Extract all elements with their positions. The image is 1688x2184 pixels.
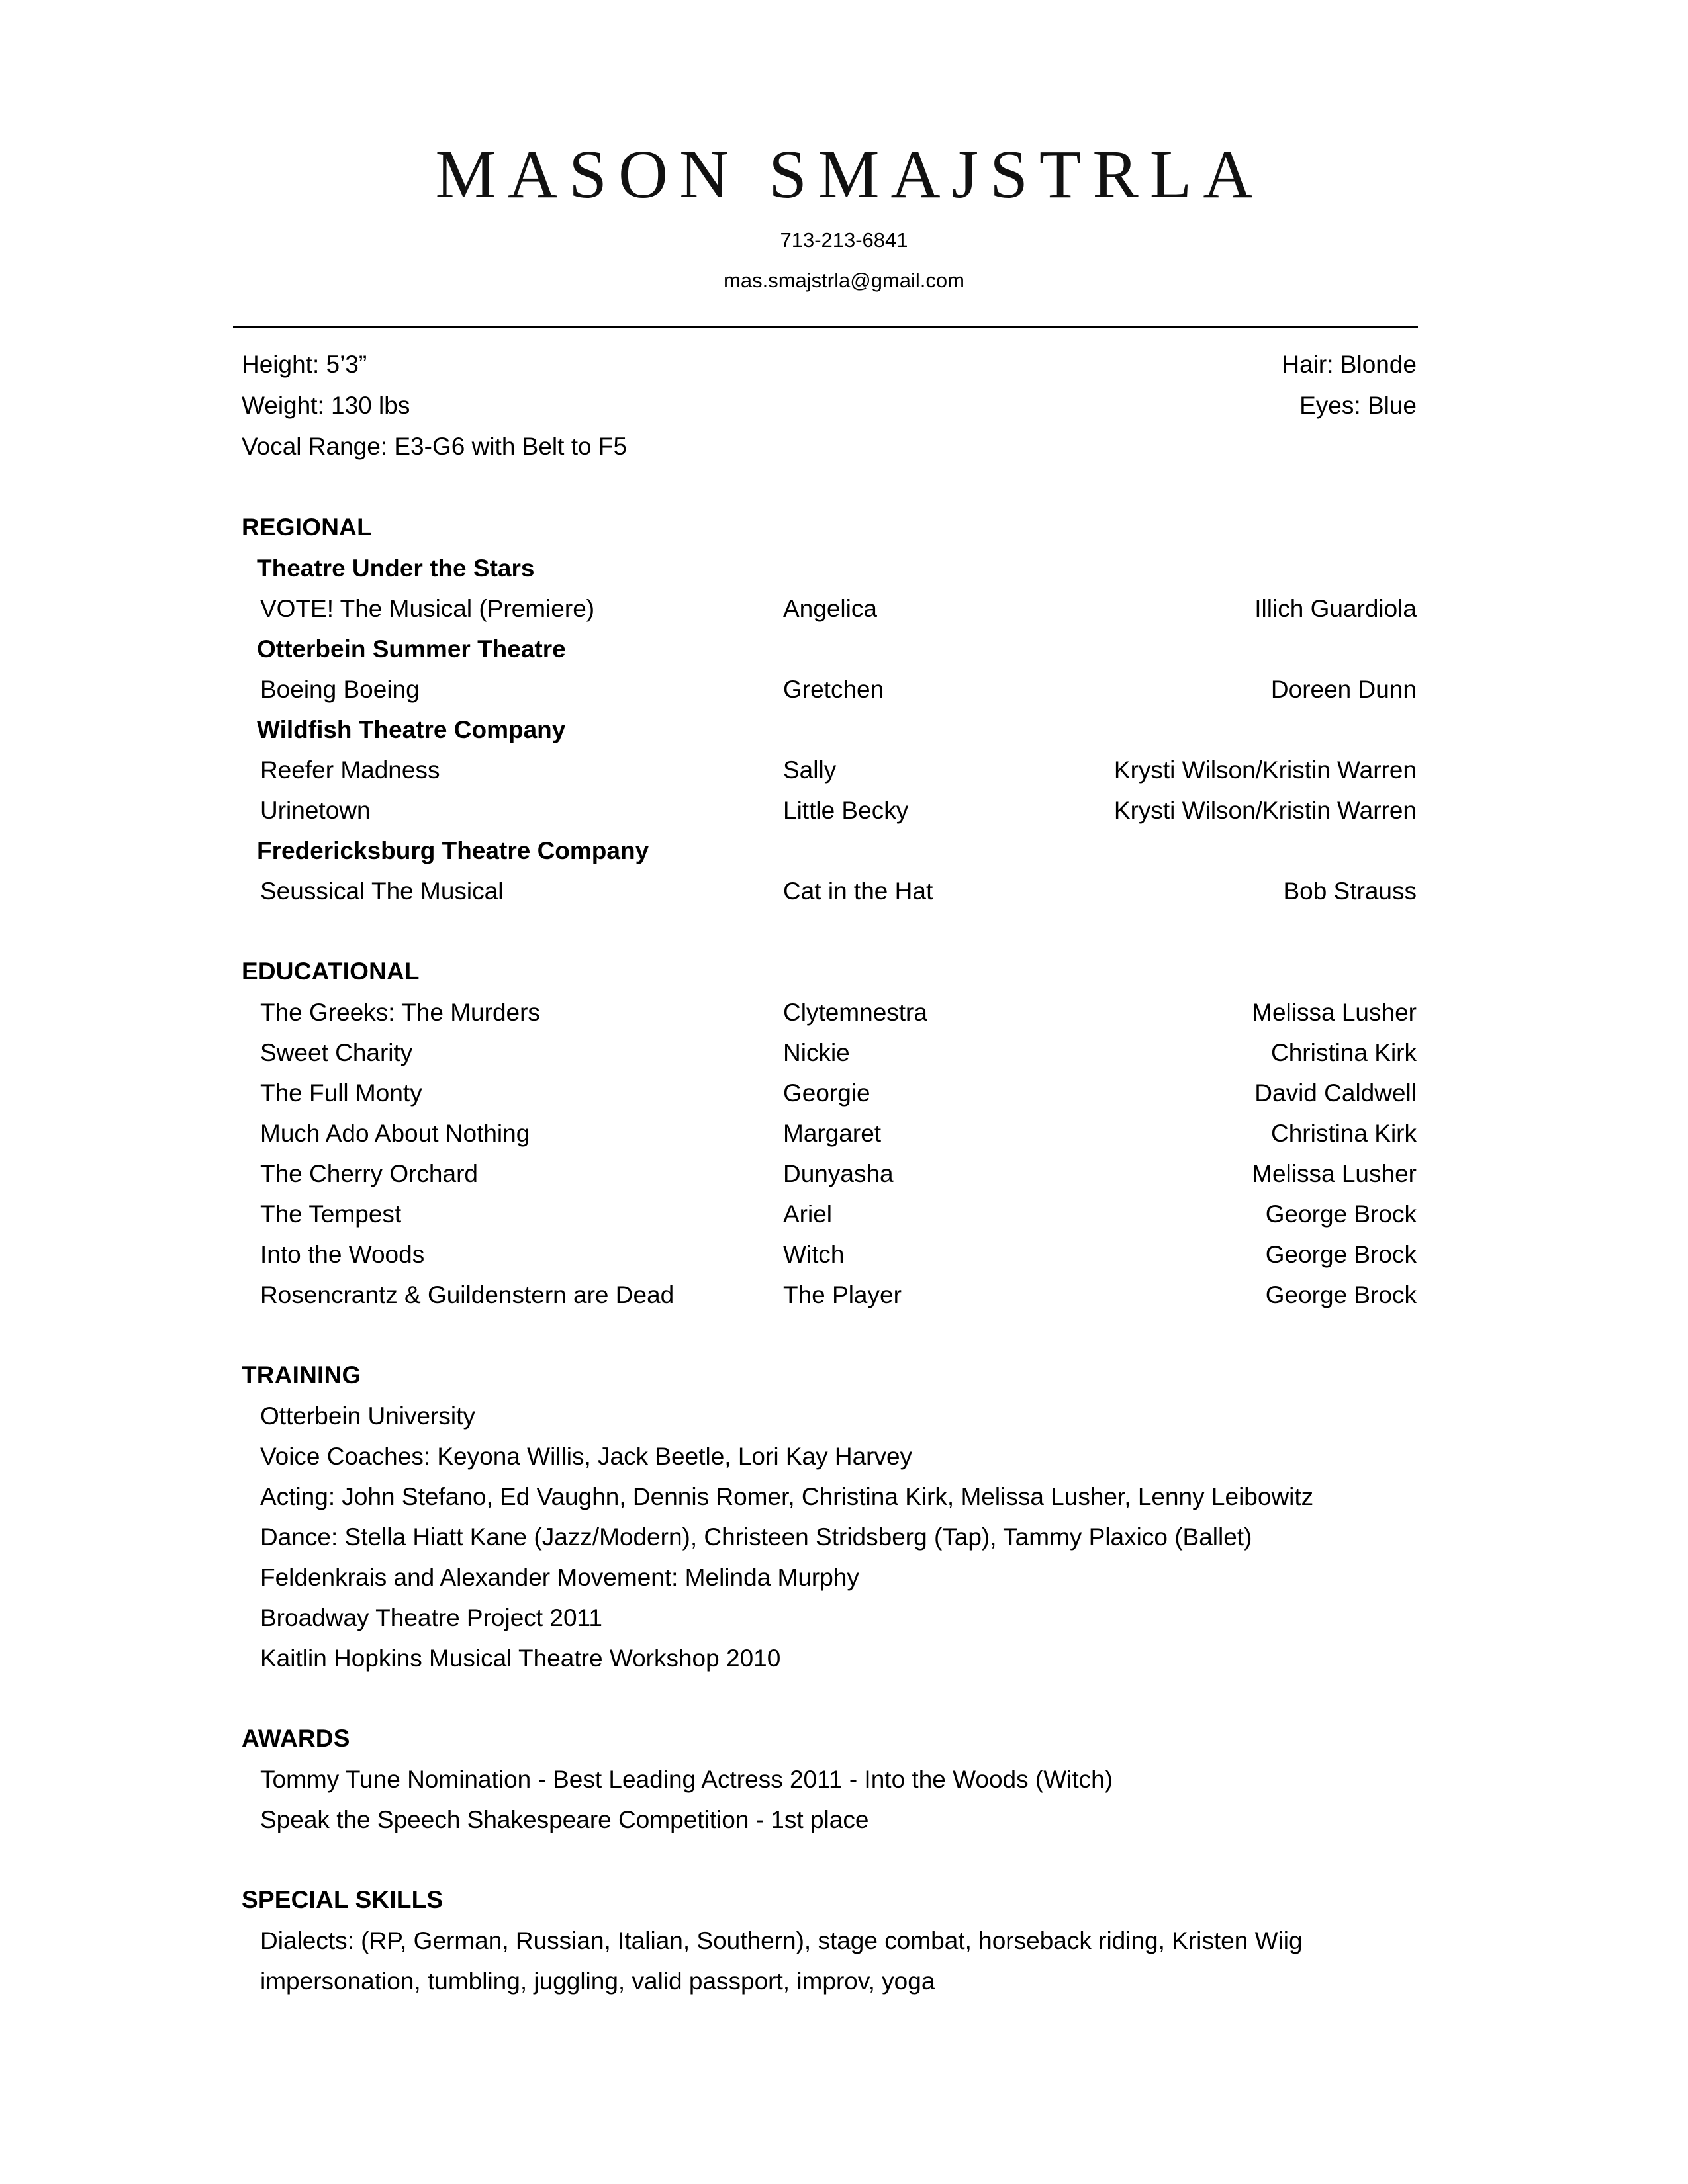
credit-director: George Brock [1265,1241,1417,1268]
vitals-hair: Hair: Blonde [1282,351,1417,378]
credit-director: David Caldwell [1254,1079,1417,1107]
credit-director: George Brock [1265,1281,1417,1308]
company-name: Otterbein Summer Theatre [257,635,566,662]
credit-show: The Full Monty [260,1079,422,1107]
resume-header [0,0,1688,293]
table-row [0,1113,1688,1154]
table-row [0,871,1688,911]
credit-show: Much Ado About Nothing [260,1120,530,1147]
credit-show: VOTE! The Musical (Premiere) [260,595,595,622]
credit-director: Doreen Dunn [1270,676,1417,703]
credit-role: The Player [783,1281,902,1308]
credit-role: Clytemnestra [783,999,927,1026]
table-row [0,1234,1688,1275]
vitals-vocal-range: Vocal Range: E3-G6 with Belt to F5 [242,433,628,460]
credit-director: Bob Strauss [1283,878,1417,905]
table-row [0,790,1688,831]
section-title-educational: EDUCATIONAL [242,958,420,985]
credit-role: Little Becky [783,797,909,824]
table-row [0,1194,1688,1234]
credit-show: Seussical The Musical [260,878,504,905]
spacer [0,467,1688,507]
credit-role: Angelica [783,595,877,622]
credit-director: Illich Guardiola [1254,595,1417,622]
company-name: Wildfish Theatre Company [257,716,566,743]
contact-phone: 713-213-6841 [780,228,908,251]
credit-role: Nickie [783,1039,850,1066]
company-name: Theatre Under the Stars [257,555,535,582]
credit-role: Cat in the Hat [783,878,933,905]
list-item: Kaitlin Hopkins Musical Theatre Workshop 2010 [260,1645,781,1672]
credit-director: Melissa Lusher [1252,999,1417,1026]
section-title-awards: AWARDS [242,1725,350,1752]
section-title-special-skills: SPECIAL SKILLS [242,1886,444,1913]
credit-show: Reefer Madness [260,756,440,784]
credit-role: Sally [783,756,837,784]
credit-show: Sweet Charity [260,1039,413,1066]
resume-body [0,344,1688,2001]
vitals-row-height-hair [242,344,1417,385]
credit-show: Boeing Boeing [260,676,420,703]
credit-show: The Greeks: The Murders [260,999,540,1026]
contact-email: mas.smajstrla@gmail.com [724,269,964,293]
table-row [0,750,1688,790]
header-divider [233,326,1418,328]
page-title: MASON SMAJSTRLA [435,136,1264,212]
company-name: Fredericksburg Theatre Company [257,837,649,864]
vitals-row-weight-eyes [242,385,1417,426]
list-item: Tommy Tune Nomination - Best Leading Actress 2011 - Into the Woods (Witch) [260,1766,1113,1793]
spacer [0,911,1688,951]
credit-role: Witch [783,1241,845,1268]
credit-director: Krysti Wilson/Kristin Warren [1113,756,1417,784]
list-item: Feldenkrais and Alexander Movement: Melinda Murphy [260,1564,859,1591]
table-row [0,669,1688,709]
credit-role: Gretchen [783,676,884,703]
credit-role: Ariel [783,1201,833,1228]
credit-director: Christina Kirk [1271,1120,1417,1147]
credit-show: Rosencrantz & Guildenstern are Dead [260,1281,675,1308]
table-row [0,1032,1688,1073]
section-title-training: TRAINING [242,1361,361,1388]
list-item: Speak the Speech Shakespeare Competition - 1st place [260,1806,869,1833]
credit-director: Krysti Wilson/Kristin Warren [1113,797,1417,824]
spacer [0,1678,1688,1718]
credit-director: George Brock [1265,1201,1417,1228]
list-item: Broadway Theatre Project 2011 [260,1604,602,1631]
section-title-regional: REGIONAL [242,514,372,541]
list-item: Otterbein University [260,1402,475,1430]
credit-show: Into the Woods [260,1241,425,1268]
list-item: Dance: Stella Hiatt Kane (Jazz/Modern), Christeen Stridsberg (Tap), Tammy Plaxico (Ballet) [260,1524,1252,1551]
spacer [0,1315,1688,1355]
vitals-row-vocal-range [242,426,1417,467]
credit-role: Dunyasha [783,1160,894,1187]
list-item: Acting: John Stefano, Ed Vaughn, Dennis Romer, Christina Kirk, Melissa Lusher, Lenny Leibowitz [260,1483,1314,1510]
credit-director: Christina Kirk [1271,1039,1417,1066]
vitals-eyes: Eyes: Blue [1299,392,1417,419]
vitals-height: Height: 5’3” [242,351,367,378]
list-item: Voice Coaches: Keyona Willis, Jack Beetle, Lori Kay Harvey [260,1443,913,1470]
vitals-block [0,344,1688,467]
table-row [0,992,1688,1032]
credit-show: The Cherry Orchard [260,1160,478,1187]
credit-role: Georgie [783,1079,870,1107]
credit-show: Urinetown [260,797,371,824]
spacer [0,1840,1688,1880]
table-row [0,588,1688,629]
credit-director: Melissa Lusher [1252,1160,1417,1187]
credit-role: Margaret [783,1120,882,1147]
table-row [0,1073,1688,1113]
list-item: Dialects: (RP, German, Russian, Italian, Southern), stage combat, horseback riding, Kristen Wiig impersonation, tumbling, juggling, valid passport, improv, yoga [260,1927,1303,1995]
table-row [0,1154,1688,1194]
credit-show: The Tempest [260,1201,402,1228]
table-row [0,1275,1688,1315]
vitals-weight: Weight: 130 lbs [242,392,410,419]
